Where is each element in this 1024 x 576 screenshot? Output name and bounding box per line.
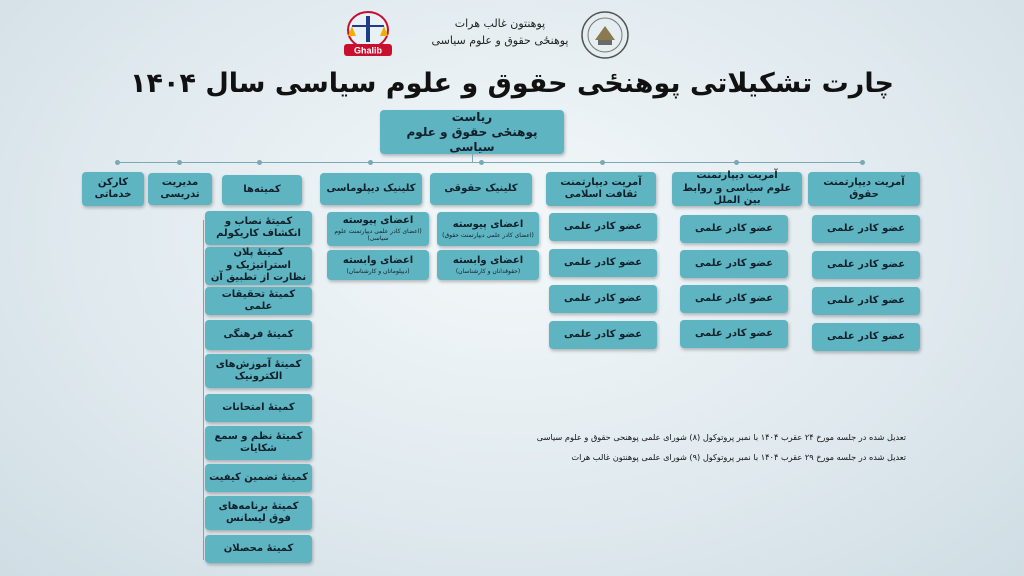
committees-box: کمیته‌ها: [222, 175, 302, 205]
clinic-member-box: [437, 212, 539, 246]
member-box: عضو کادر علمی: [680, 320, 788, 348]
member-box: عضو کادر علمی: [549, 285, 657, 313]
committee-item: کمیتهٔ برنامه‌های فوق لیسانس: [205, 496, 312, 530]
committee-item: کمیتهٔ امتحانات: [205, 394, 312, 422]
member-box: عضو کادر علمی: [812, 323, 920, 351]
connector-dot: [257, 160, 262, 165]
dean-box: [380, 110, 564, 154]
clinic-member-sub: (اعضای کادر علمی دیپارتمنت علوم سیاسی): [334, 227, 422, 243]
teaching-management-box: [148, 173, 212, 205]
committee-item: کمیتهٔ محصلان: [205, 535, 312, 563]
clinic-member-sub: (اعضای کادر علمی دیپارتمنت حقوق): [442, 231, 534, 239]
member-box: عضو کادر علمی: [680, 215, 788, 243]
committees-connector: [203, 220, 204, 560]
connector-dot: [177, 160, 182, 165]
main-bus-line: [118, 162, 863, 163]
clinic-member-box: [327, 212, 429, 246]
dean-line2: پوهنځی حقوق و علوم سیاسی: [406, 124, 538, 154]
connector-dot: [734, 160, 739, 165]
member-box: عضو کادر علمی: [680, 285, 788, 313]
committee-item: کمیتهٔ آموزش‌های الکترونیک: [205, 354, 312, 388]
legal-clinic-box: کلینیک حقوقی: [430, 173, 532, 205]
service-staff-box: [82, 172, 144, 206]
committee-item: کمیتهٔ تضمین کیفیت: [205, 464, 312, 492]
dept-line1: آمریت دیپارتمنت: [560, 176, 642, 188]
committee-item: کمیتهٔ تحقیقات علمی: [205, 287, 312, 315]
member-box: عضو کادر علمی: [812, 287, 920, 315]
dept-law-box: [808, 172, 920, 206]
dean-line1: ریاست: [451, 109, 493, 124]
clinic-member-label: اعضای وابسته: [342, 255, 414, 266]
connector-dot: [368, 160, 373, 165]
clinic-member-box: [437, 250, 539, 280]
clinic-member-label: اعضای پیوسته: [452, 219, 524, 230]
committee-item: کمیتهٔ فرهنگی: [205, 320, 312, 350]
teaching-line1: مدیریت: [161, 176, 199, 188]
dept-line1: آمریت دیپارتمنت: [823, 176, 905, 188]
member-box: عضو کادر علمی: [549, 321, 657, 349]
member-box: عضو کادر علمی: [812, 251, 920, 279]
committee-item: کمیتهٔ پلان استراتیژیک و نظارت از تطبیق آن: [205, 247, 312, 285]
header-text: [420, 16, 580, 49]
staff-line2: خدماتی: [94, 189, 132, 200]
faculty-name: پوهنځی حقوق و علوم سیاسی: [431, 33, 569, 47]
amendment-note-1: تعدیل شده در جلسه مورخ ۲۴ عقرب ۱۴۰۴ با نمبر پروتوکول (۸) شورای علمی پوهنحی حقوق و علوم سیاسی: [536, 432, 906, 442]
connector-dot: [600, 160, 605, 165]
dept-line2: ثقافت اسلامی: [564, 189, 638, 200]
clinic-member-box: [327, 250, 429, 280]
connector-dot: [479, 160, 484, 165]
teaching-line2: تدریسی: [160, 189, 200, 200]
member-box: عضو کادر علمی: [549, 249, 657, 277]
connector-dot: [115, 160, 120, 165]
clinic-member-sub: (دیپلوماتان و کارشناسان): [346, 267, 410, 275]
dept-line2: حقوق: [849, 189, 879, 200]
member-box: عضو کادر علمی: [680, 250, 788, 278]
university-logo-right: [580, 10, 630, 60]
amendment-note-2: تعدیل شده در جلسه مورخ ۲۹ عقرب ۱۴۰۴ با نمبر پروتوکول (۹) شورای علمی پوهنتون غالب هرات: [571, 452, 906, 462]
diplomacy-clinic-box: کلینیک دیپلوماسی: [320, 173, 422, 205]
page-title: چارت تشکیلاتی پوهنځی حقوق و علوم سیاسی سال ۱۴۰۴: [130, 68, 894, 99]
member-box: عضو کادر علمی: [812, 215, 920, 243]
member-box: عضو کادر علمی: [549, 213, 657, 241]
faculty-logo-left: [340, 8, 396, 60]
dept-islamic-culture-box: [546, 172, 656, 206]
committee-item: کمیتهٔ نظم و سمع شکایات: [205, 426, 312, 460]
dept-line2: علوم سیاسی و روابط بین الملل: [682, 182, 792, 207]
clinic-member-label: اعضای وابسته: [452, 255, 524, 266]
logo-text: Ghalib: [353, 45, 383, 56]
committee-item: کمیتهٔ نصاب و انکشاف کاریکولم: [205, 211, 312, 245]
clinic-member-sub: (حقوقدانان و کارشناسان): [455, 267, 521, 275]
dept-political-science-box: [672, 172, 802, 206]
staff-line1: کارکن: [97, 176, 129, 188]
root-connector: [472, 154, 473, 162]
connector-dot: [860, 160, 865, 165]
university-name: پوهنتون غالب هرات: [454, 17, 546, 30]
dept-line1: آمریت دیپارتمنت: [696, 170, 778, 182]
clinic-member-label: اعضای پیوسته: [342, 215, 414, 227]
